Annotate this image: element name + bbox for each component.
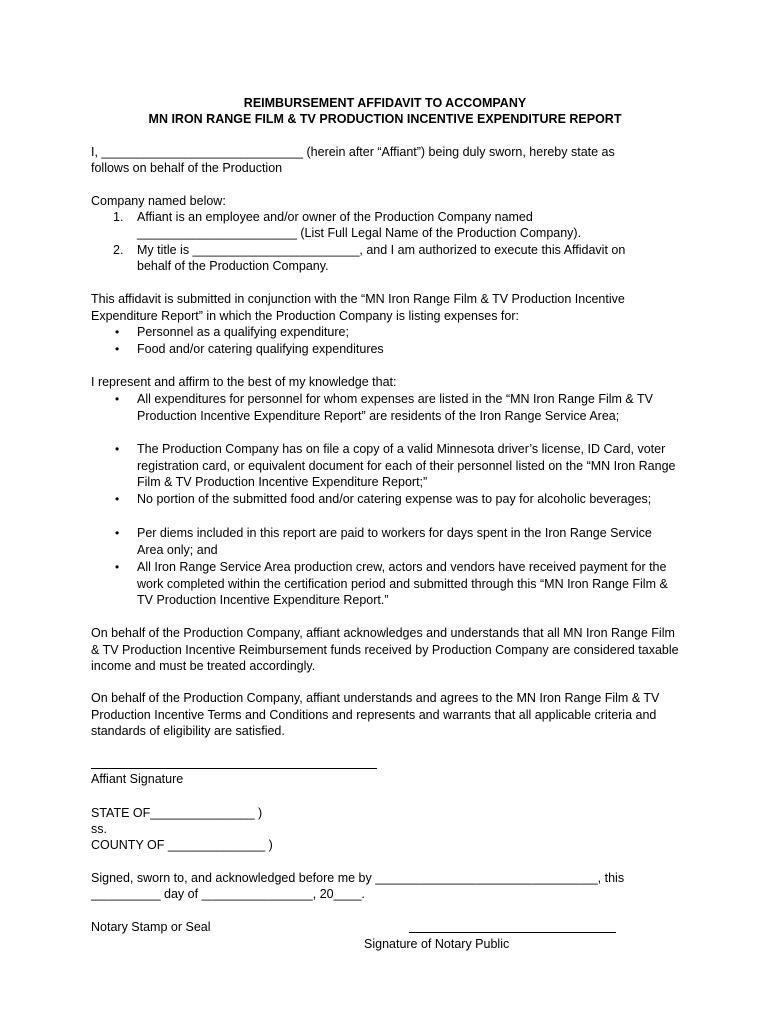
bullet-icon: • bbox=[115, 442, 120, 456]
expense-bullet: Personnel as a qualifying expenditure; bbox=[137, 325, 349, 339]
notary-signature-line[interactable] bbox=[409, 932, 616, 933]
bullet-icon: • bbox=[115, 526, 120, 540]
document-title-line2: MN IRON RANGE FILM & TV PRODUCTION INCENTIVE EXPENDITURE REPORT bbox=[148, 112, 622, 126]
list-number: 2. bbox=[113, 243, 124, 257]
notary-stamp-label: Notary Stamp or Seal bbox=[91, 920, 211, 934]
bullet-icon: • bbox=[115, 492, 120, 506]
document-title-line1: REIMBURSEMENT AFFIDAVIT TO ACCOMPANY bbox=[243, 96, 527, 110]
represent-bullet: No portion of the submitted food and/or catering expense was to pay for alcoholic beverages; bbox=[137, 492, 652, 506]
acknowledge-paragraph: On behalf of the Production Company, affiant acknowledges and understands that all MN Iron Range Film & TV Production Incentive Reimbursement funds received by Production Company are considered taxable income and must be treated accordingly. bbox=[91, 626, 679, 673]
represent-bullet: The Production Company has on file a copy of a valid Minnesota driver’s license, ID Card, voter registration card, or equivalent document for each of their personnel listed on the “MN Iron Range Film & TV Production Incentive Expenditure Report;” bbox=[137, 442, 676, 489]
affiant-signature-line[interactable] bbox=[91, 768, 377, 769]
bullet-icon: • bbox=[115, 342, 120, 356]
numbered-item-1-line1: Affiant is an employee and/or owner of the Production Company named bbox=[137, 210, 533, 224]
bullet-icon: • bbox=[115, 325, 120, 339]
county-of-line: COUNTY OF ______________ ) bbox=[91, 838, 273, 852]
intro-line2: follows on behalf of the Production bbox=[91, 161, 283, 175]
numbered-item-2-line2: behalf of the Production Company. bbox=[137, 259, 329, 273]
sworn-line1: Signed, sworn to, and acknowledged before me by ________________________________, this bbox=[91, 871, 625, 885]
bullet-icon: • bbox=[115, 560, 120, 574]
notary-signature-label: Signature of Notary Public bbox=[364, 937, 510, 951]
state-of-line: STATE OF_______________ ) bbox=[91, 806, 263, 820]
company-heading: Company named below: bbox=[91, 194, 226, 208]
sworn-line2: __________ day of ________________, 20____. bbox=[91, 887, 365, 901]
represent-bullet: All expenditures for personnel for whom expenses are listed in the “MN Iron Range Film & TV Production Incentive Expenditure Report” are residents of the Iron Range Service Area; bbox=[137, 392, 653, 423]
ss-line: ss. bbox=[91, 822, 107, 836]
bullet-icon: • bbox=[115, 392, 120, 406]
affiant-signature-label: Affiant Signature bbox=[91, 772, 184, 786]
intro-line1: I, _____________________________ (herein after “Affiant”) being duly sworn, hereby state as bbox=[91, 145, 615, 159]
submitted-paragraph: This affidavit is submitted in conjunction with the “MN Iron Range Film & TV Production Incentive Expenditure Report” in which the Production Company is listing expenses for: bbox=[91, 292, 625, 323]
agree-paragraph: On behalf of the Production Company, affiant understands and agrees to the MN Iron Range Film & TV Production Incentive Terms and Conditions and represents and warrants that all applicable criteria and standards of eligibility are satisfied. bbox=[91, 691, 660, 738]
represent-heading: I represent and affirm to the best of my knowledge that: bbox=[91, 375, 397, 389]
numbered-item-1-line2: _______________________ (List Full Legal Name of the Production Company). bbox=[137, 226, 582, 240]
list-number: 1. bbox=[113, 210, 124, 224]
represent-bullet: All Iron Range Service Area production crew, actors and vendors have received payment for the work completed within the certification period and submitted through this “MN Iron Range Film & TV Production Incentive Expenditure Report.” bbox=[137, 560, 668, 607]
represent-bullet: Per diems included in this report are paid to workers for days spent in the Iron Range Service Area only; and bbox=[137, 526, 652, 557]
expense-bullet: Food and/or catering qualifying expenditures bbox=[137, 342, 384, 356]
numbered-item-2-line1: My title is ________________________, and I am authorized to execute this Affidavit on bbox=[137, 243, 626, 257]
